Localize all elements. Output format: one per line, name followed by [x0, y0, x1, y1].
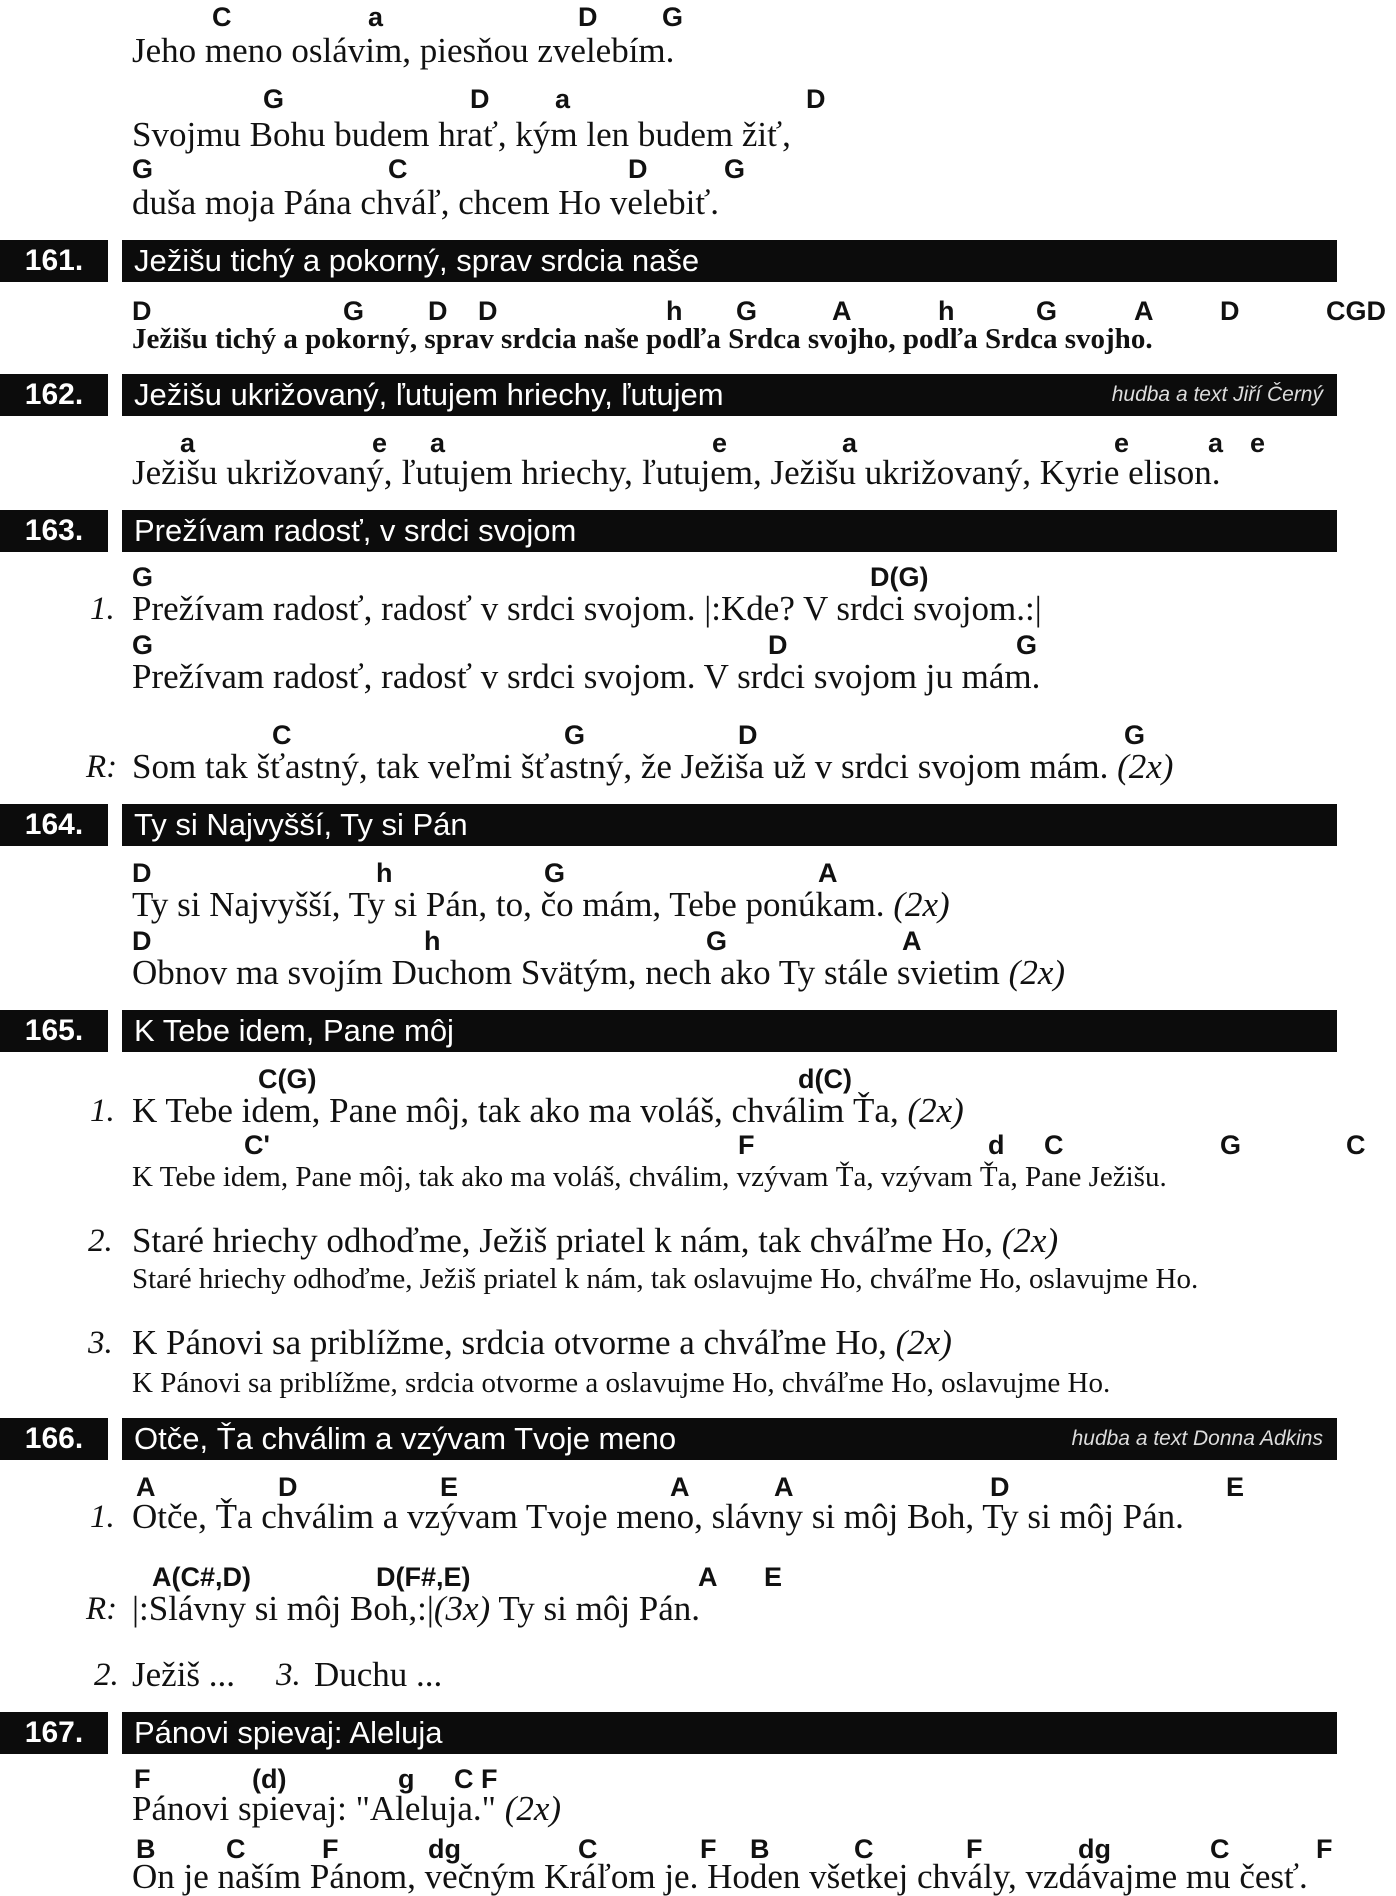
- verse-stub: Duchu ...: [314, 1655, 443, 1694]
- chord: a: [1208, 428, 1224, 458]
- chord: h: [666, 296, 683, 326]
- chord: A: [774, 1472, 794, 1502]
- chord: a: [180, 428, 196, 458]
- chord: G: [132, 630, 154, 660]
- chord: D: [132, 296, 152, 326]
- chord: D(F#,E): [376, 1562, 471, 1592]
- chord: C: [226, 1834, 246, 1864]
- song-number: 162.: [0, 374, 108, 416]
- chord: E: [440, 1472, 459, 1502]
- chord: G: [132, 562, 154, 592]
- chord: a: [842, 428, 858, 458]
- song-credit: hudba a text Donna Adkins: [1071, 1427, 1323, 1450]
- song-credit: hudba a text Jiří Černý: [1111, 383, 1323, 406]
- chord: G: [706, 926, 728, 956]
- chord: G: [1036, 296, 1058, 326]
- chord: G: [1124, 720, 1146, 750]
- song-number: 167.: [0, 1712, 108, 1754]
- chord: G: [1016, 630, 1038, 660]
- chord: D: [768, 630, 788, 660]
- chord: d: [988, 1130, 1005, 1160]
- song-title: [122, 1418, 1337, 1460]
- chord: e: [1114, 428, 1130, 458]
- chord: D: [478, 296, 498, 326]
- chord: F: [738, 1130, 755, 1160]
- lyric-text: Pánovi spievaj: "Aleluja.": [132, 1789, 496, 1828]
- song-title: K Tebe idem, Pane môj: [122, 1010, 1337, 1052]
- lyric-line: [132, 1324, 952, 1362]
- song-title: Pánovi spievaj: Aleluja: [122, 1712, 1337, 1754]
- chord: C': [244, 1130, 270, 1160]
- lyric-line: [132, 748, 1173, 786]
- chord: C: [212, 2, 232, 32]
- chord: C: [578, 1834, 598, 1864]
- chord: D: [428, 296, 448, 326]
- chord: CGD: [1326, 296, 1386, 326]
- song-title: Prežívam radosť, v srdci svojom: [122, 510, 1337, 552]
- lyric-line: Jeho meno oslávim, piesňou zvelebím.: [132, 31, 675, 70]
- lyric-text: K Pánovi sa priblížme, srdcia otvorme a chváľme Ho,: [132, 1323, 887, 1362]
- chord: A: [832, 296, 852, 326]
- verse-label: 1.: [90, 591, 115, 627]
- song-title: Ty si Najvyšší, Ty si Pán: [122, 804, 1337, 846]
- chord: g: [398, 1764, 415, 1794]
- chord: F: [966, 1834, 983, 1864]
- lyric-text: K Tebe idem, Pane môj, tak ako ma voláš, chválim Ťa,: [132, 1091, 899, 1130]
- chord: h: [938, 296, 955, 326]
- song-number: 163.: [0, 510, 108, 552]
- lyric-line: [132, 1092, 964, 1130]
- repeat-marker: (2x): [1001, 1221, 1059, 1260]
- verse-label: 1.: [90, 1499, 115, 1535]
- chord: C F: [454, 1764, 498, 1794]
- lyric-line: [132, 1790, 561, 1828]
- chord: F: [1316, 1834, 1333, 1864]
- lyric-line: duša moja Pána chváľ, chcem Ho velebiť.: [132, 183, 720, 222]
- verse-label: 2.: [88, 1223, 113, 1259]
- chord: E: [764, 1562, 783, 1592]
- chord: dg: [428, 1834, 461, 1864]
- chord: h: [424, 926, 441, 956]
- lyric-line: Ježišu tichý a pokorný, sprav srdcia naše podľa Srdca svojho, podľa Srdca svojho.: [132, 323, 1153, 355]
- lyric-line: Otče, Ťa chválim a vzývam Tvoje meno, slávny si môj Boh, Ty si môj Pán.: [132, 1497, 1184, 1536]
- chord: A: [136, 1472, 156, 1502]
- lyric-text: Som tak šťastný, tak veľmi šťastný, že Ježiša už v srdci svojom mám.: [132, 747, 1109, 786]
- chord: G: [263, 84, 285, 114]
- song-title-text: Ježišu ukrižovaný, ľutujem hriechy, ľutujem: [134, 377, 724, 412]
- chord: A: [902, 926, 922, 956]
- lyric-line: Prežívam radosť, radosť v srdci svojom. |:Kde? V srdci svojom.:|: [132, 589, 1042, 628]
- chord: C: [1346, 1130, 1366, 1160]
- chord: dg: [1078, 1834, 1111, 1864]
- chord: D: [628, 154, 648, 184]
- lyric-line: Staré hriechy odhoďme, Ježiš priatel k nám, tak oslavujme Ho, chváľme Ho, oslavujme Ho.: [132, 1263, 1199, 1295]
- chord: B: [750, 1834, 770, 1864]
- song-title: [122, 374, 1337, 416]
- lyric-line: [132, 1590, 700, 1628]
- song-title: Ježišu tichý a pokorný, sprav srdcia naše: [122, 240, 1337, 282]
- song-title-text: Otče, Ťa chválim a vzývam Tvoje meno: [134, 1421, 677, 1456]
- repeat-marker: (2x): [895, 1323, 952, 1362]
- lyric-text: Obnov ma svojím Duchom Svätým, nech ako Ty stále svietim: [132, 953, 1000, 992]
- chord: G: [544, 858, 566, 888]
- lyric-line: On je naším Pánom, večným Kráľom je. Hoden všetkej chvály, vzdávajme mu česť.: [132, 1857, 1308, 1896]
- repeat-marker: (3x): [433, 1589, 491, 1628]
- chord: D: [806, 84, 826, 114]
- song-number: 165.: [0, 1010, 108, 1052]
- chord: C: [388, 154, 408, 184]
- repeat-marker: (2x): [504, 1789, 562, 1828]
- chord: D: [470, 84, 490, 114]
- song-number: 164.: [0, 804, 108, 846]
- lyric-line: [132, 886, 950, 924]
- lyric-text: Ty si Najvyšší, Ty si Pán, to, čo mám, Tebe ponúkam.: [132, 885, 885, 924]
- verse-label: 3.: [276, 1657, 301, 1693]
- chord: F: [134, 1764, 151, 1794]
- chord: D: [132, 858, 152, 888]
- chord: D(G): [870, 562, 929, 592]
- verse-label: 2.: [94, 1657, 119, 1693]
- chord: G: [724, 154, 746, 184]
- chord: C: [1210, 1834, 1230, 1864]
- chord: G: [736, 296, 758, 326]
- lyric-text: Ty si môj Pán.: [498, 1589, 701, 1628]
- chord: F: [700, 1834, 717, 1864]
- chord: C: [1044, 1130, 1064, 1160]
- chord: E: [1226, 1472, 1245, 1502]
- chord: D: [990, 1472, 1010, 1502]
- chord: e: [372, 428, 388, 458]
- chord: C: [854, 1834, 874, 1864]
- repeat-marker: (2x): [893, 885, 950, 924]
- chord: e: [712, 428, 728, 458]
- verse-label: 3.: [88, 1325, 113, 1361]
- chord: a: [368, 2, 384, 32]
- chord: G: [343, 296, 365, 326]
- lyric-line: Svojmu Bohu budem hrať, kým len budem žiť,: [132, 115, 791, 154]
- lyric-line: Prežívam radosť, radosť v srdci svojom. V srdci svojom ju mám.: [132, 657, 1041, 696]
- repeat-marker: (2x): [907, 1091, 964, 1130]
- lyric-line: [132, 954, 1065, 992]
- repeat-marker: (2x): [1008, 953, 1066, 992]
- song-number: 166.: [0, 1418, 108, 1460]
- chord: A(C#,D): [152, 1562, 251, 1592]
- repeat-marker: (2x): [1117, 747, 1174, 786]
- chord: D: [578, 2, 598, 32]
- chord: D: [1220, 296, 1240, 326]
- chord: D: [738, 720, 758, 750]
- chord: G: [662, 2, 684, 32]
- lyric-text: |:Slávny si môj Boh,:|: [132, 1589, 434, 1628]
- chord: G: [1220, 1130, 1242, 1160]
- chord: e: [1250, 428, 1266, 458]
- lyric-text: Staré hriechy odhoďme, Ježiš priatel k nám, tak chváľme Ho,: [132, 1221, 994, 1260]
- verse-label: 1.: [90, 1093, 115, 1129]
- chord: (d): [252, 1764, 287, 1794]
- chord: a: [555, 84, 571, 114]
- song-number: 161.: [0, 240, 108, 282]
- chord: B: [136, 1834, 156, 1864]
- lyric-line: K Tebe idem, Pane môj, tak ako ma voláš, chválim, vzývam Ťa, vzývam Ťa, Pane Ježišu.: [132, 1161, 1167, 1193]
- lyric-line: [132, 1222, 1058, 1260]
- chord: A: [670, 1472, 690, 1502]
- chord: A: [1134, 296, 1154, 326]
- lyric-line: Ježišu ukrižovaný, ľutujem hriechy, ľutujem, Ježišu ukrižovaný, Kyrie elison.: [132, 453, 1221, 492]
- chord: d(C): [798, 1064, 852, 1094]
- chord: C(G): [258, 1064, 317, 1094]
- chord: G: [564, 720, 586, 750]
- chord: C: [272, 720, 292, 750]
- refrain-label: R:: [86, 1591, 118, 1627]
- chord: D: [278, 1472, 298, 1502]
- chord: h: [376, 858, 393, 888]
- chord: a: [430, 428, 446, 458]
- chord: A: [818, 858, 838, 888]
- lyric-line: K Pánovi sa priblížme, srdcia otvorme a oslavujme Ho, chváľme Ho, oslavujme Ho.: [132, 1367, 1111, 1399]
- chord: D: [132, 926, 152, 956]
- chord: A: [698, 1562, 718, 1592]
- chord: G: [132, 154, 154, 184]
- chord: F: [322, 1834, 339, 1864]
- refrain-label: R:: [86, 749, 118, 785]
- verse-stub: Ježiš ...: [132, 1655, 236, 1694]
